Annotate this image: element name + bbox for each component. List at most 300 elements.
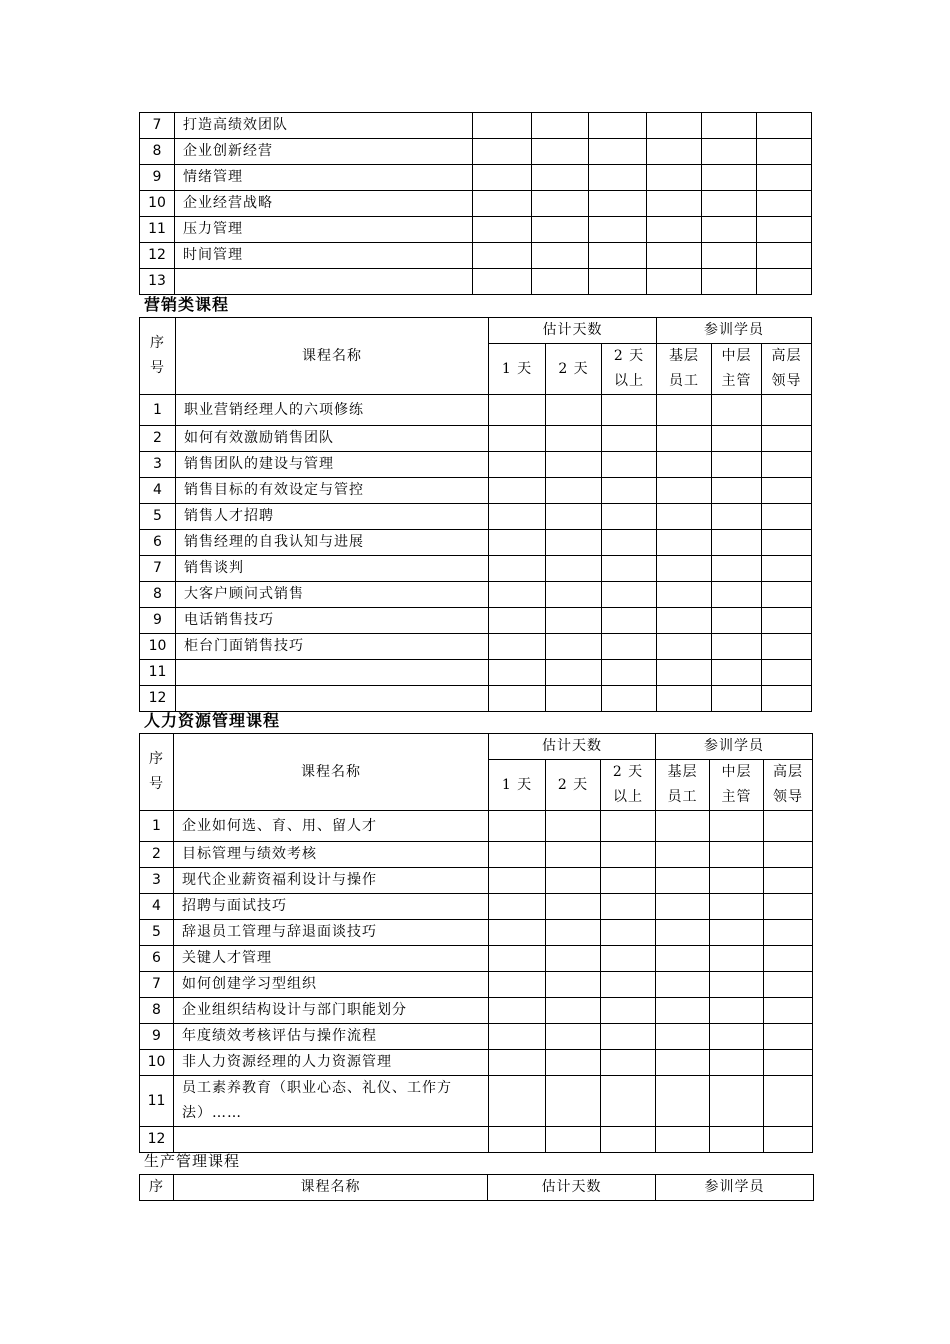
- selection-cell[interactable]: [762, 582, 812, 608]
- row-number: 11: [140, 660, 176, 686]
- selection-cell[interactable]: [601, 972, 656, 998]
- selection-cell[interactable]: [589, 269, 647, 295]
- selection-cell[interactable]: [546, 1127, 601, 1153]
- table-row: [140, 972, 813, 998]
- selection-cell[interactable]: [656, 920, 710, 946]
- course-name: 时间管理: [175, 243, 473, 269]
- selection-cell[interactable]: [546, 972, 601, 998]
- selection-cell[interactable]: [602, 478, 657, 504]
- selection-cell[interactable]: [647, 165, 702, 191]
- production-course-table: [139, 1174, 814, 1201]
- selection-cell[interactable]: [764, 1024, 813, 1050]
- selection-cell[interactable]: [656, 868, 710, 894]
- selection-cell[interactable]: [489, 920, 546, 946]
- selection-cell[interactable]: [710, 1127, 764, 1153]
- sales-section-title: 营销类课程: [144, 295, 230, 314]
- course-name-header: 课程名称: [174, 1175, 488, 1201]
- row-number: 12: [140, 243, 175, 269]
- row-number: 8: [140, 998, 174, 1024]
- selection-cell[interactable]: [589, 139, 647, 165]
- management-course-table: [139, 112, 812, 295]
- selection-cell[interactable]: [473, 217, 532, 243]
- hr-course-table: [139, 733, 813, 1153]
- selection-cell[interactable]: [546, 582, 602, 608]
- selection-cell[interactable]: [764, 1127, 813, 1153]
- selection-cell[interactable]: [602, 504, 657, 530]
- selection-cell[interactable]: [602, 660, 657, 686]
- selection-cell[interactable]: [589, 191, 647, 217]
- selection-cell[interactable]: [489, 946, 546, 972]
- table-row: [140, 191, 812, 217]
- selection-cell[interactable]: [762, 504, 812, 530]
- selection-cell[interactable]: [532, 243, 589, 269]
- selection-cell[interactable]: [601, 1050, 656, 1076]
- course-name-header: 课程名称: [174, 734, 489, 811]
- selection-cell[interactable]: [657, 478, 712, 504]
- table-row: [140, 946, 813, 972]
- selection-cell[interactable]: [473, 191, 532, 217]
- selection-cell[interactable]: [489, 608, 546, 634]
- selection-cell[interactable]: [532, 191, 589, 217]
- selection-cell[interactable]: [546, 1076, 601, 1127]
- selection-cell[interactable]: [764, 842, 813, 868]
- selection-cell[interactable]: [710, 894, 764, 920]
- selection-cell[interactable]: [656, 842, 710, 868]
- selection-cell[interactable]: [656, 894, 710, 920]
- course-name: 企业组织结构设计与部门职能划分: [174, 998, 489, 1024]
- selection-cell[interactable]: [764, 1050, 813, 1076]
- selection-cell[interactable]: [657, 556, 712, 582]
- selection-cell[interactable]: [489, 842, 546, 868]
- selection-cell[interactable]: [656, 946, 710, 972]
- row-number: 2: [140, 842, 174, 868]
- selection-cell[interactable]: [489, 1024, 546, 1050]
- course-name: 销售团队的建设与管理: [176, 452, 489, 478]
- row-number: 1: [140, 395, 176, 426]
- course-name: 销售经理的自我认知与进展: [176, 530, 489, 556]
- selection-cell[interactable]: [601, 811, 656, 842]
- selection-cell[interactable]: [546, 395, 602, 426]
- selection-cell[interactable]: [532, 139, 589, 165]
- table-row: [140, 504, 812, 530]
- course-name: 招聘与面试技巧: [174, 894, 489, 920]
- day2-header: 2 天: [546, 344, 602, 395]
- row-number: 3: [140, 452, 176, 478]
- selection-cell[interactable]: [546, 998, 601, 1024]
- selection-cell[interactable]: [712, 426, 762, 452]
- selection-cell[interactable]: [489, 478, 546, 504]
- selection-cell[interactable]: [656, 1050, 710, 1076]
- selection-cell[interactable]: [764, 868, 813, 894]
- selection-cell[interactable]: [762, 395, 812, 426]
- selection-cell[interactable]: [710, 920, 764, 946]
- day2-header: 2 天: [546, 760, 601, 811]
- table-row: [140, 269, 812, 295]
- selection-cell[interactable]: [712, 556, 762, 582]
- selection-cell[interactable]: [712, 530, 762, 556]
- row-number: 7: [140, 972, 174, 998]
- selection-cell[interactable]: [601, 1076, 656, 1127]
- row-number: 12: [140, 1127, 174, 1153]
- participants-header: 参训学员: [656, 734, 813, 760]
- selection-cell[interactable]: [601, 1024, 656, 1050]
- selection-cell[interactable]: [601, 894, 656, 920]
- selection-cell[interactable]: [657, 686, 712, 712]
- selection-cell[interactable]: [489, 972, 546, 998]
- senior-leader-header: 高层 领导: [762, 344, 812, 395]
- row-number: 1: [140, 811, 174, 842]
- selection-cell[interactable]: [546, 946, 601, 972]
- row-number: 10: [140, 634, 176, 660]
- selection-cell[interactable]: [602, 556, 657, 582]
- selection-cell[interactable]: [702, 243, 757, 269]
- row-number: 13: [140, 269, 175, 295]
- selection-cell[interactable]: [546, 686, 602, 712]
- selection-cell[interactable]: [489, 1127, 546, 1153]
- seq-header: 序 号: [140, 318, 176, 395]
- selection-cell[interactable]: [601, 920, 656, 946]
- selection-cell[interactable]: [489, 504, 546, 530]
- selection-cell[interactable]: [589, 113, 647, 139]
- selection-cell[interactable]: [757, 269, 812, 295]
- selection-cell[interactable]: [702, 139, 757, 165]
- selection-cell[interactable]: [712, 452, 762, 478]
- table-row: [140, 920, 813, 946]
- row-number: 4: [140, 478, 176, 504]
- selection-cell[interactable]: [712, 608, 762, 634]
- selection-cell[interactable]: [546, 426, 602, 452]
- selection-cell[interactable]: [489, 894, 546, 920]
- course-name: 电话销售技巧: [176, 608, 489, 634]
- selection-cell[interactable]: [710, 1076, 764, 1127]
- selection-cell[interactable]: [764, 811, 813, 842]
- selection-cell[interactable]: [657, 530, 712, 556]
- row-number: 7: [140, 113, 175, 139]
- selection-cell[interactable]: [601, 998, 656, 1024]
- row-number: 11: [140, 1076, 174, 1127]
- selection-cell[interactable]: [764, 894, 813, 920]
- selection-cell[interactable]: [489, 556, 546, 582]
- selection-cell[interactable]: [712, 395, 762, 426]
- selection-cell[interactable]: [489, 452, 546, 478]
- selection-cell[interactable]: [762, 556, 812, 582]
- selection-cell[interactable]: [657, 582, 712, 608]
- selection-cell[interactable]: [657, 426, 712, 452]
- participants-header: 参训学员: [657, 318, 812, 344]
- selection-cell[interactable]: [657, 504, 712, 530]
- selection-cell[interactable]: [656, 972, 710, 998]
- course-name: [176, 686, 489, 712]
- selection-cell[interactable]: [710, 842, 764, 868]
- selection-cell[interactable]: [764, 946, 813, 972]
- course-name-header: 课程名称: [176, 318, 489, 395]
- selection-cell[interactable]: [657, 395, 712, 426]
- selection-cell[interactable]: [657, 608, 712, 634]
- selection-cell[interactable]: [473, 243, 532, 269]
- selection-cell[interactable]: [712, 686, 762, 712]
- row-number: 5: [140, 504, 176, 530]
- selection-cell[interactable]: [757, 113, 812, 139]
- selection-cell[interactable]: [702, 191, 757, 217]
- selection-cell[interactable]: [712, 478, 762, 504]
- selection-cell[interactable]: [710, 972, 764, 998]
- selection-cell[interactable]: [656, 1127, 710, 1153]
- course-name: 销售目标的有效设定与管控: [176, 478, 489, 504]
- selection-cell[interactable]: [546, 894, 601, 920]
- selection-cell[interactable]: [710, 868, 764, 894]
- row-number: 8: [140, 139, 175, 165]
- selection-cell[interactable]: [757, 165, 812, 191]
- selection-cell[interactable]: [656, 998, 710, 1024]
- selection-cell[interactable]: [602, 686, 657, 712]
- production-section-title: 生产管理课程: [144, 1152, 241, 1170]
- est-days-header: 估计天数: [488, 1175, 656, 1201]
- course-name: 企业创新经营: [175, 139, 473, 165]
- est-days-header: 估计天数: [489, 318, 657, 344]
- course-name: 员工素养教育（职业心态、礼仪、工作方法）……: [174, 1076, 489, 1127]
- table-row: [140, 139, 812, 165]
- selection-cell[interactable]: [546, 1050, 601, 1076]
- selection-cell[interactable]: [710, 1024, 764, 1050]
- row-number: 6: [140, 530, 176, 556]
- selection-cell[interactable]: [757, 191, 812, 217]
- table-row: [140, 811, 813, 842]
- selection-cell[interactable]: [602, 426, 657, 452]
- selection-cell[interactable]: [702, 269, 757, 295]
- selection-cell[interactable]: [647, 217, 702, 243]
- selection-cell[interactable]: [601, 1127, 656, 1153]
- row-number: 8: [140, 582, 176, 608]
- table-row: [140, 395, 812, 426]
- row-number: 6: [140, 946, 174, 972]
- selection-cell[interactable]: [710, 946, 764, 972]
- selection-cell[interactable]: [757, 243, 812, 269]
- row-number: 2: [140, 426, 176, 452]
- senior-leader-header: 高层 领导: [764, 760, 813, 811]
- participants-header: 参训学员: [656, 1175, 814, 1201]
- selection-cell[interactable]: [546, 811, 601, 842]
- row-number: 10: [140, 191, 175, 217]
- day2plus-header: 2 天 以上: [601, 760, 656, 811]
- selection-cell[interactable]: [712, 634, 762, 660]
- course-name: 辞退员工管理与辞退面谈技巧: [174, 920, 489, 946]
- course-name: 如何创建学习型组织: [174, 972, 489, 998]
- table-row: [140, 1050, 813, 1076]
- mid-manager-header: 中层 主管: [712, 344, 762, 395]
- row-number: 7: [140, 556, 176, 582]
- course-name: 企业经营战略: [175, 191, 473, 217]
- selection-cell[interactable]: [532, 165, 589, 191]
- row-number: 10: [140, 1050, 174, 1076]
- selection-cell[interactable]: [473, 139, 532, 165]
- selection-cell[interactable]: [656, 1076, 710, 1127]
- table-row: [140, 217, 812, 243]
- course-name: 情绪管理: [175, 165, 473, 191]
- table-row: [140, 608, 812, 634]
- selection-cell[interactable]: [473, 165, 532, 191]
- table-row: [140, 894, 813, 920]
- selection-cell[interactable]: [757, 139, 812, 165]
- selection-cell[interactable]: [601, 842, 656, 868]
- course-name: 大客户顾问式销售: [176, 582, 489, 608]
- selection-cell[interactable]: [702, 165, 757, 191]
- table-row: [140, 478, 812, 504]
- selection-cell[interactable]: [602, 395, 657, 426]
- table-row: [140, 634, 812, 660]
- table-row: [140, 660, 812, 686]
- selection-cell[interactable]: [489, 868, 546, 894]
- est-days-header: 估计天数: [489, 734, 656, 760]
- row-number: 4: [140, 894, 174, 920]
- selection-cell[interactable]: [546, 530, 602, 556]
- selection-cell[interactable]: [657, 660, 712, 686]
- selection-cell[interactable]: [602, 634, 657, 660]
- seq-header: 序 号: [140, 734, 174, 811]
- selection-cell[interactable]: [589, 217, 647, 243]
- selection-cell[interactable]: [762, 634, 812, 660]
- selection-cell[interactable]: [546, 608, 602, 634]
- selection-cell[interactable]: [546, 504, 602, 530]
- selection-cell[interactable]: [601, 868, 656, 894]
- selection-cell[interactable]: [764, 1076, 813, 1127]
- selection-cell[interactable]: [489, 686, 546, 712]
- selection-cell[interactable]: [712, 582, 762, 608]
- selection-cell[interactable]: [489, 811, 546, 842]
- table-row: [140, 842, 813, 868]
- course-name: 销售谈判: [176, 556, 489, 582]
- sales-course-table: [139, 317, 812, 712]
- row-number: 3: [140, 868, 174, 894]
- selection-cell[interactable]: [473, 113, 532, 139]
- selection-cell[interactable]: [647, 191, 702, 217]
- table-row: [140, 243, 812, 269]
- selection-cell[interactable]: [762, 530, 812, 556]
- table-row: [140, 530, 812, 556]
- day1-header: 1 天: [489, 760, 546, 811]
- selection-cell[interactable]: [710, 1050, 764, 1076]
- selection-cell[interactable]: [647, 269, 702, 295]
- selection-cell[interactable]: [710, 998, 764, 1024]
- selection-cell[interactable]: [656, 1024, 710, 1050]
- course-name: 销售人才招聘: [176, 504, 489, 530]
- selection-cell[interactable]: [762, 452, 812, 478]
- table-row: [140, 686, 812, 712]
- selection-cell[interactable]: [532, 269, 589, 295]
- selection-cell[interactable]: [546, 452, 602, 478]
- seq-header: 序: [140, 1175, 174, 1201]
- selection-cell[interactable]: [762, 478, 812, 504]
- selection-cell[interactable]: [602, 582, 657, 608]
- basic-staff-header: 基层 员工: [656, 760, 710, 811]
- selection-cell[interactable]: [489, 634, 546, 660]
- selection-cell[interactable]: [546, 634, 602, 660]
- selection-cell[interactable]: [602, 608, 657, 634]
- selection-cell[interactable]: [489, 1076, 546, 1127]
- selection-cell[interactable]: [710, 811, 764, 842]
- selection-cell[interactable]: [702, 217, 757, 243]
- course-name: [174, 1127, 489, 1153]
- selection-cell[interactable]: [546, 1024, 601, 1050]
- basic-staff-header: 基层 员工: [657, 344, 712, 395]
- course-name: 年度绩效考核评估与操作流程: [174, 1024, 489, 1050]
- selection-cell[interactable]: [657, 634, 712, 660]
- selection-cell[interactable]: [647, 139, 702, 165]
- selection-cell[interactable]: [712, 660, 762, 686]
- selection-cell[interactable]: [546, 478, 602, 504]
- row-number: 9: [140, 1024, 174, 1050]
- selection-cell[interactable]: [757, 217, 812, 243]
- selection-cell[interactable]: [647, 243, 702, 269]
- selection-cell[interactable]: [489, 998, 546, 1024]
- table-row: [140, 1076, 813, 1127]
- table-row: [140, 452, 812, 478]
- course-name: 如何有效激励销售团队: [176, 426, 489, 452]
- selection-cell[interactable]: [546, 660, 602, 686]
- course-name: 柜台门面销售技巧: [176, 634, 489, 660]
- course-name: 职业营销经理人的六项修练: [176, 395, 489, 426]
- course-name: 目标管理与绩效考核: [174, 842, 489, 868]
- selection-cell[interactable]: [489, 1050, 546, 1076]
- course-name: 打造高绩效团队: [175, 113, 473, 139]
- selection-cell[interactable]: [601, 946, 656, 972]
- selection-cell[interactable]: [546, 842, 601, 868]
- selection-cell[interactable]: [489, 582, 546, 608]
- selection-cell[interactable]: [712, 504, 762, 530]
- course-name: [176, 660, 489, 686]
- selection-cell[interactable]: [546, 868, 601, 894]
- selection-cell[interactable]: [602, 452, 657, 478]
- selection-cell[interactable]: [762, 608, 812, 634]
- selection-cell[interactable]: [656, 811, 710, 842]
- row-number: 12: [140, 686, 176, 712]
- selection-cell[interactable]: [489, 395, 546, 426]
- course-name: 企业如何选、育、用、留人才: [174, 811, 489, 842]
- selection-cell[interactable]: [762, 686, 812, 712]
- selection-cell[interactable]: [762, 660, 812, 686]
- selection-cell[interactable]: [657, 452, 712, 478]
- table-row: [140, 998, 813, 1024]
- selection-cell[interactable]: [764, 972, 813, 998]
- table-row: [140, 113, 812, 139]
- selection-cell[interactable]: [647, 113, 702, 139]
- day2plus-header: 2 天 以上: [602, 344, 657, 395]
- selection-cell[interactable]: [702, 113, 757, 139]
- selection-cell[interactable]: [489, 660, 546, 686]
- selection-cell[interactable]: [473, 269, 532, 295]
- course-name: [175, 269, 473, 295]
- table-row: [140, 1127, 813, 1153]
- row-number: 11: [140, 217, 175, 243]
- course-name: 非人力资源经理的人力资源管理: [174, 1050, 489, 1076]
- selection-cell[interactable]: [532, 113, 589, 139]
- table-row: [140, 868, 813, 894]
- selection-cell[interactable]: [764, 920, 813, 946]
- selection-cell[interactable]: [489, 426, 546, 452]
- hr-section-title: 人力资源管理课程: [144, 711, 281, 730]
- row-number: 9: [140, 165, 175, 191]
- selection-cell[interactable]: [602, 530, 657, 556]
- selection-cell[interactable]: [546, 556, 602, 582]
- selection-cell[interactable]: [589, 165, 647, 191]
- selection-cell[interactable]: [762, 426, 812, 452]
- selection-cell[interactable]: [532, 217, 589, 243]
- course-name: 现代企业薪资福利设计与操作: [174, 868, 489, 894]
- selection-cell[interactable]: [546, 920, 601, 946]
- selection-cell[interactable]: [764, 998, 813, 1024]
- selection-cell[interactable]: [489, 530, 546, 556]
- selection-cell[interactable]: [589, 243, 647, 269]
- row-number: 5: [140, 920, 174, 946]
